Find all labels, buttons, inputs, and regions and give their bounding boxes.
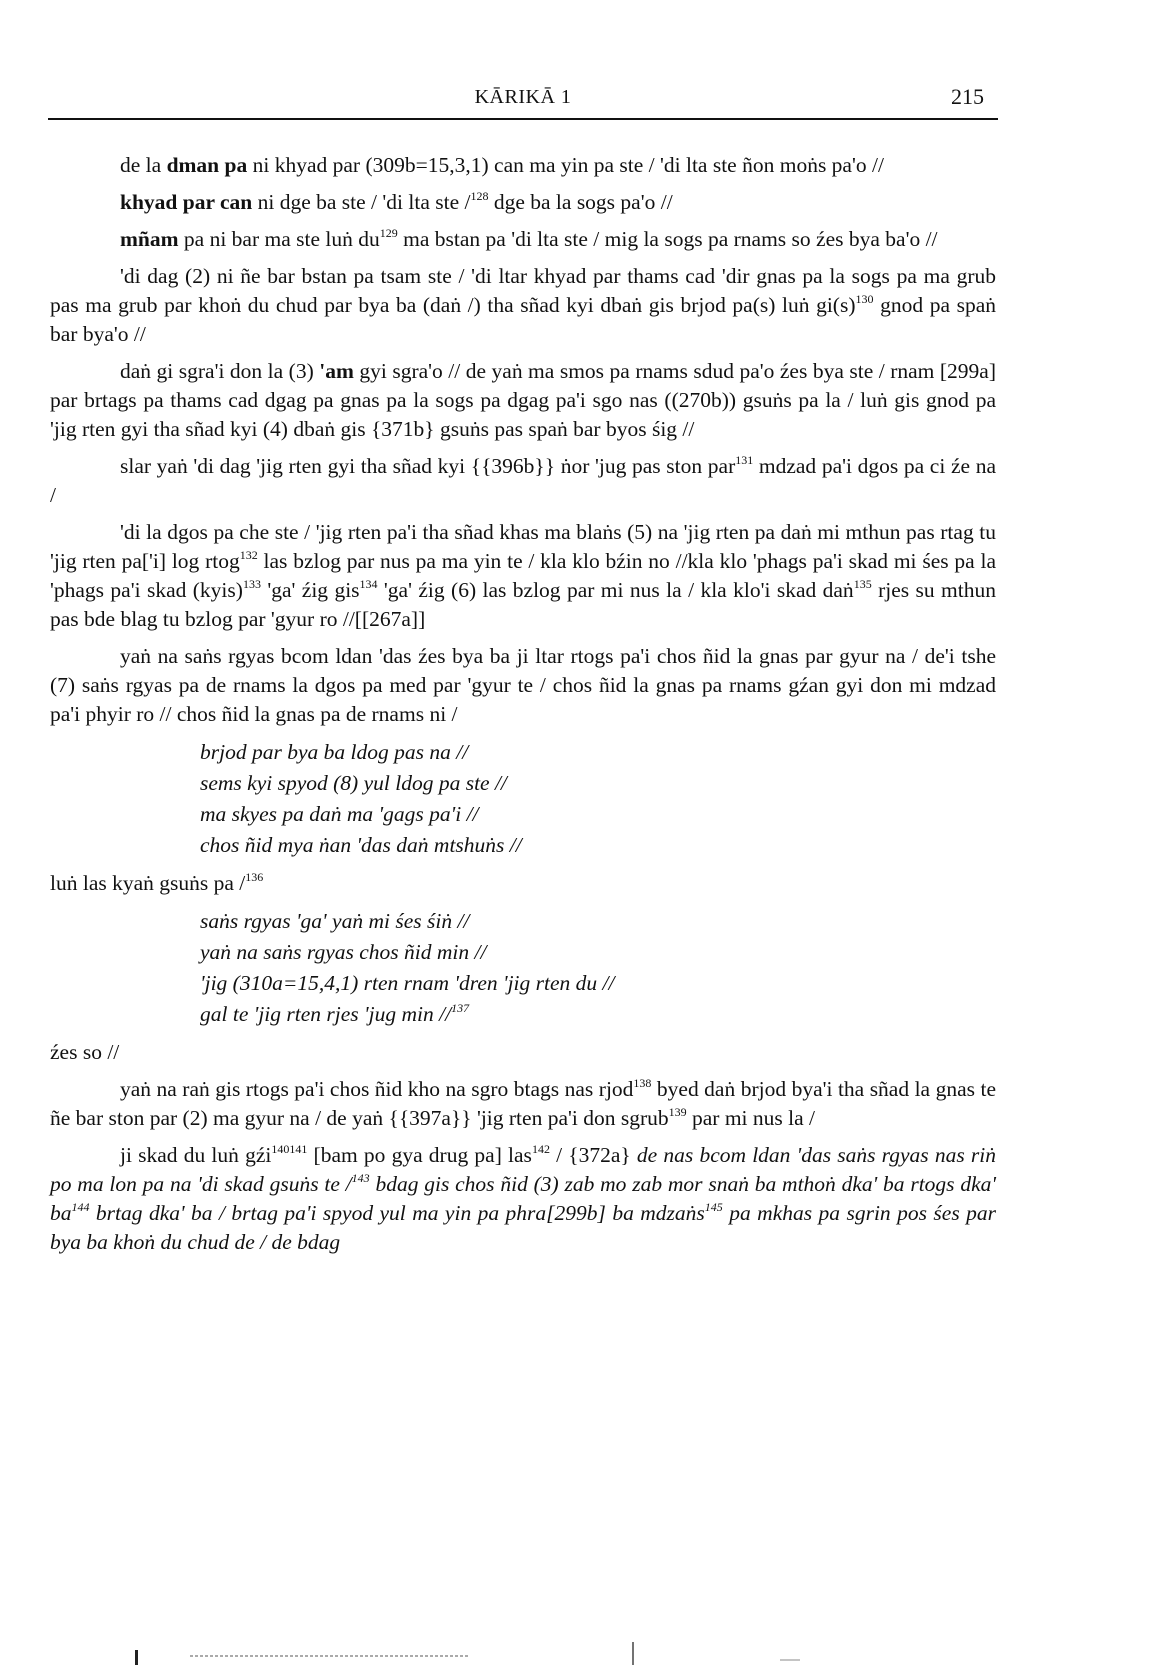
footnote-marker: 132 (239, 548, 258, 562)
text-run: dge ba la sogs pa'o // (488, 190, 673, 214)
text-run: bdag gis chos ñid (3) zab mo zab mor snaṅ ba mthoṅ dka' ba rtogs dka' ba (50, 1172, 996, 1225)
footnote-marker: 144 (71, 1200, 90, 1214)
verse-text: brjod par bya ba ldog pas na // (200, 740, 469, 764)
paragraph (50, 518, 996, 634)
footnote-marker: 130 (855, 292, 874, 306)
verse-line (200, 906, 996, 937)
verse-text: sems kyi spyod (8) yul ldog pa ste // (200, 771, 507, 795)
verse-intro (50, 869, 996, 898)
text-run: ji skad du luṅ gźi (120, 1143, 272, 1167)
footnote-marker: 143 (351, 1171, 370, 1185)
footnote-marker: 140141 (271, 1142, 308, 1156)
text-run: daṅ gi sgra'i don la (3) (120, 359, 320, 383)
paragraph-group (50, 1075, 996, 1257)
footnote-marker: 145 (704, 1200, 723, 1214)
bold-term: 'am (319, 359, 354, 383)
bold-term: dman pa (166, 153, 248, 177)
text-run: pa ni bar ma ste luṅ du (178, 227, 380, 251)
text-run: / {372a} (549, 1143, 637, 1167)
verse-line (200, 999, 996, 1030)
footnote-marker: 128 (470, 189, 489, 203)
paragraph (50, 642, 996, 729)
text-run: gyi sgra'o // de yaṅ ma smos pa rnams sdud pa'o źes bya ste / rnam [299a] par brtags pa thams cad dgag pa gnas pa la sogs pa dgag pa'i sgo nas ((270b)) gsuṅs pa la / luṅ gis gnod pa 'jig rten gyi tha sñad kyi (4) dbaṅ gis {371b} gsuṅs pas spaṅ bar byos śig // (50, 359, 996, 441)
closing-line: źes so // (50, 1040, 120, 1064)
text-run: yaṅ na raṅ gis rtogs pa'i chos ñid kho na sgro btags nas rjod (120, 1077, 634, 1101)
footnote-marker: 134 (359, 577, 378, 591)
verse-text: gal te 'jig rten rjes 'jug min // (200, 1002, 452, 1026)
verse-text: chos ñid mya ṅan 'das daṅ mtshuṅs // (200, 833, 522, 857)
text-run: 'di dag (2) ni ñe bar bstan pa tsam ste / 'di ltar khyad par thams cad 'dir gnas pa la sogs pa ma grub pas ma grub par khoṅ du chud par bya ba (daṅ /) tha sñad kyi dbaṅ gis brjod pa(s) luṅ gi(s) (50, 264, 996, 317)
verse-line (200, 768, 996, 799)
paragraph (50, 1075, 996, 1133)
verse-text: yaṅ na saṅs rgyas chos ñid min // (200, 940, 487, 964)
verse-line (200, 937, 996, 968)
page-number: 215 (951, 84, 984, 109)
text-run: [bam po gya drug pa] las (307, 1143, 532, 1167)
text-run: mdzad pa'i dgos pa ci źe na / (50, 454, 996, 507)
text-run: ni khyad par (309b=15,3,1) can ma yin pa ste / 'di lta ste ñon moṅs pa'o // (247, 153, 884, 177)
paragraph (50, 151, 996, 180)
footnote-marker: 129 (379, 226, 398, 240)
page-header (48, 82, 998, 120)
paragraph-group (50, 151, 996, 729)
verse-line (200, 830, 996, 861)
paragraph (50, 357, 996, 444)
text-run: pa mkhas pa sgrin pos śes par bya ba khoṅ du chud de / de bdag (50, 1201, 996, 1254)
footnote-marker: 137 (451, 1001, 470, 1015)
text-run: par mi nus la / (686, 1106, 816, 1130)
footnote-marker: 136 (245, 870, 264, 884)
verse-text: ma skyes pa daṅ ma 'gags pa'i // (200, 802, 479, 826)
text-run: byed daṅ brjod bya'i tha sñad la gnas te ñe bar ston par (2) ma gyur na / de yaṅ {{397a}} 'jig rten pa'i don sgrub (50, 1077, 996, 1130)
scan-edge-artifacts (0, 1632, 1163, 1665)
verse-intro-text: luṅ las kyaṅ gsuṅs pa / (50, 871, 246, 895)
verse-block (50, 906, 996, 1030)
verse-line (200, 968, 996, 999)
footnote-marker: 135 (853, 577, 872, 591)
verse-line (200, 737, 996, 768)
verse-text: saṅs rgyas 'ga' yaṅ mi śes śiṅ // (200, 909, 470, 933)
text-run: de la (120, 153, 167, 177)
running-head: KĀRIKĀ 1 (474, 86, 572, 108)
footnote-marker: 142 (531, 1142, 550, 1156)
text-run: 'di la dgos pa che ste / 'jig rten pa'i tha sñad khas ma blaṅs (5) na 'jig rten pa daṅ mi mthun pas rtag tu 'jig rten pa['i] log rtog (50, 520, 996, 573)
footnote-marker: 138 (633, 1076, 652, 1090)
text-run: gnod pa spaṅ bar bya'o // (50, 293, 997, 346)
text-run: brtag dka' ba / brtag pa'i spyod yul ma yin pa phra[299b] ba mdzaṅs (89, 1201, 705, 1225)
footnote-marker: 131 (735, 453, 754, 467)
footnote-marker: 139 (668, 1105, 687, 1119)
verse-block (50, 737, 996, 861)
text-run: ma bstan pa 'di lta ste / mig la sogs pa rnams so źes bya ba'o // (397, 227, 938, 251)
text-run: 'ga' źig gis (260, 578, 360, 602)
verse-line (200, 799, 996, 830)
bold-term: mñam (120, 227, 179, 251)
text-run: slar yaṅ 'di dag 'jig rten gyi tha sñad kyi {{396b}} ṅor 'jug pas ston par (120, 454, 736, 478)
text-run: rjes su mthun pas bde blag tu bzlog par 'gyur ro //[[267a]] (50, 578, 996, 631)
paragraph (50, 1141, 996, 1257)
verse-text: 'jig (310a=15,4,1) rten rnam 'dren 'jig rten du // (200, 971, 615, 995)
text-run: de nas bcom ldan 'das saṅs rgyas nas riṅ po ma lon pa na 'di skad gsuṅs te / (50, 1143, 996, 1196)
text-run: ni dge ba ste / 'di lta ste / (252, 190, 471, 214)
paragraph (50, 188, 996, 217)
text-run: las bzlog par nus pa ma yin te / kla klo bźin no //kla klo 'phags pa'i skad mi śes pa la 'phags pa'i skad (kyis) (50, 549, 996, 602)
footnote-marker: 133 (242, 577, 261, 591)
text-run: 'ga' źig (6) las bzlog par mi nus la / kla klo'i skad daṅ (377, 578, 854, 602)
page-body (50, 151, 996, 1265)
text-run: yaṅ na saṅs rgyas bcom ldan 'das źes bya ba ji ltar rtogs pa'i chos ñid la gnas par gyur na / de'i tshe (7) saṅs rgyas pa de rnams la dgos pa med par 'gyur te / chos ñid la gnas pa rnams gźan gyi don mi mdzad pa'i phyir ro // chos ñid la gnas pa de rnams ni / (50, 644, 996, 726)
bold-term: khyad par can (120, 190, 253, 214)
paragraph (50, 225, 996, 254)
paragraph (50, 452, 996, 510)
paragraph (50, 262, 996, 349)
